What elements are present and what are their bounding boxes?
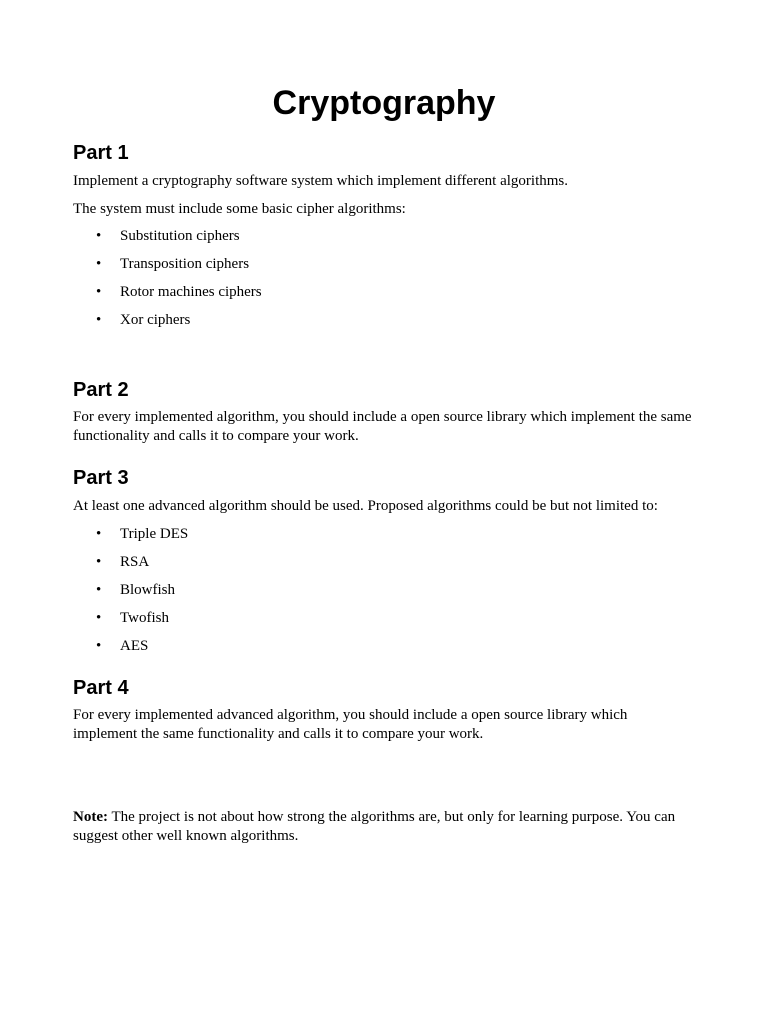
bullet-icon: • [96,638,102,654]
list-item-text: Rotor machines ciphers [120,284,262,300]
list-item-text: Xor ciphers [120,312,191,328]
part1-heading: Part 1 [73,142,129,164]
part4-paragraph: For every implemented advanced algorithm, you should include a open source library which implement the same functionality and calls it to compare your work. [73,707,628,742]
bullet-icon: • [96,228,102,244]
part1-paragraph-1: Implement a cryptography software system which implement different algorithms. [73,173,569,189]
part3-paragraph: At least one advanced algorithm should be used. Proposed algorithms could be but not limited to: [73,498,658,514]
part2-heading: Part 2 [73,379,129,401]
bullet-icon: • [96,582,102,598]
bullet-icon: • [96,256,102,272]
list-item-text: RSA [120,554,150,570]
list-item-text: Twofish [120,610,169,626]
part3-heading: Part 3 [73,467,129,489]
list-item-text: Triple DES [120,526,189,542]
document-title: Cryptography [272,84,496,122]
note-text: The project is not about how strong the algorithms are, but only for learning purpose. You can suggest other well known algorithms. [73,809,676,844]
part2-paragraph: For every implemented algorithm, you should include a open source library which implement the same functionality and calls it to compare your work. [73,409,692,444]
bullet-icon: • [96,610,102,626]
bullet-icon: • [96,554,102,570]
list-item-text: AES [120,638,149,654]
list-item-text: Blowfish [120,582,176,598]
bullet-icon: • [96,526,102,542]
list-item-text: Transposition ciphers [120,256,250,272]
note-paragraph [73,808,695,846]
bullet-icon: • [96,284,102,300]
list-item-text: Substitution ciphers [120,228,240,244]
part1-paragraph-2: The system must include some basic cipher algorithms: [73,201,406,217]
bullet-icon: • [96,312,102,328]
part4-heading: Part 4 [73,677,129,699]
note-label: Note: [73,809,108,825]
